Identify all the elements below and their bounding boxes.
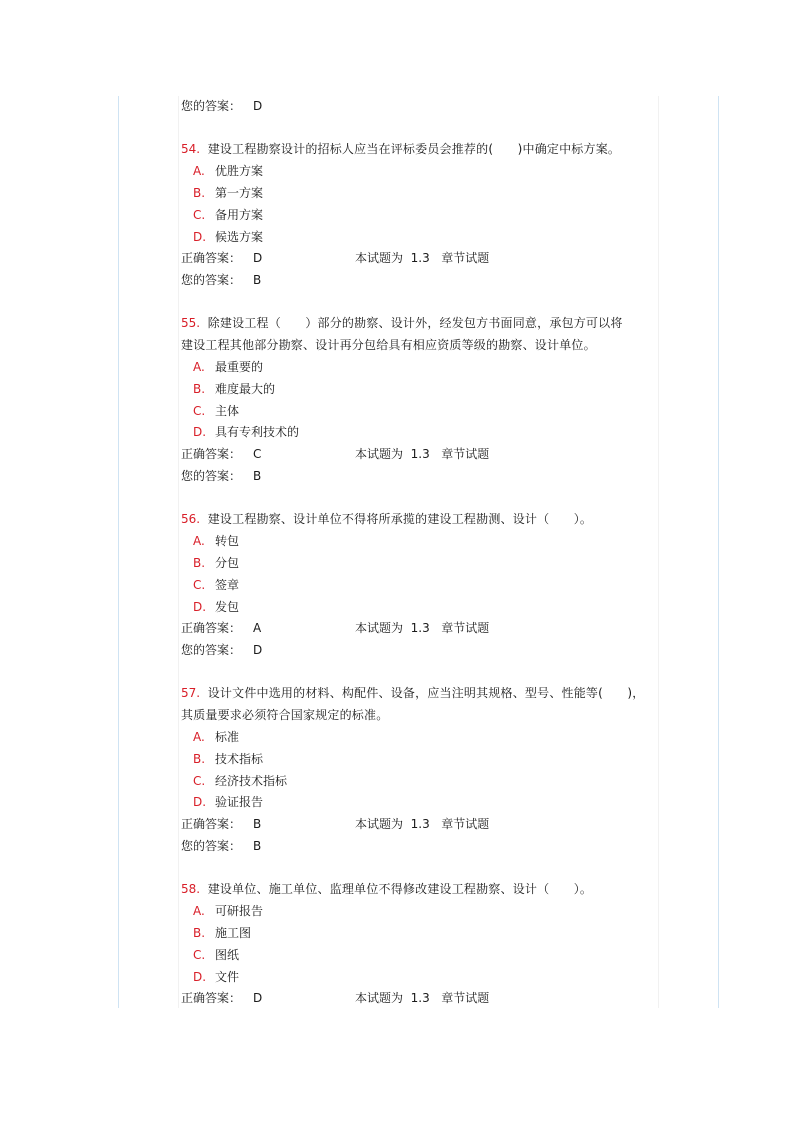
answer-option — [193, 422, 299, 442]
question-text-line — [181, 139, 620, 159]
your-answer-label: 您的答案： — [181, 839, 242, 853]
option-letter: D. — [193, 969, 207, 984]
question-number: 56. — [181, 512, 201, 527]
answer-option — [193, 401, 239, 421]
option-letter: B. — [193, 555, 206, 570]
question-text-line — [181, 313, 623, 333]
option-text: 优胜方案 — [215, 164, 264, 179]
chapter-prefix: 本试题为 — [355, 621, 404, 636]
answer-option — [193, 379, 275, 399]
question-number: 58. — [181, 882, 201, 897]
option-letter: A. — [193, 164, 205, 179]
answer-option — [193, 749, 263, 769]
previous-your-answer-row — [181, 96, 262, 116]
correct-answer-row — [181, 988, 489, 1008]
your-answer-value: B — [253, 273, 262, 288]
correct-answer-label: 正确答案： — [181, 621, 242, 636]
question-number: 54. — [181, 142, 201, 157]
option-letter: B. — [193, 751, 206, 766]
option-text: 备用方案 — [215, 207, 264, 222]
option-letter: B. — [193, 925, 206, 940]
chapter-number: 1.3 — [410, 991, 430, 1006]
chapter-number: 1.3 — [410, 621, 430, 636]
correct-answer-label: 正确答案： — [181, 991, 242, 1006]
option-letter: D. — [193, 425, 207, 440]
question-text-line — [181, 683, 645, 703]
option-text: 可研报告 — [215, 904, 264, 919]
answer-option — [193, 727, 239, 747]
chapter-prefix: 本试题为 — [355, 817, 404, 832]
answer-option — [193, 161, 263, 181]
option-letter: A. — [193, 904, 205, 919]
chapter-suffix: 章节试题 — [441, 991, 490, 1006]
option-letter: A. — [193, 730, 205, 744]
correct-answer-value: C — [253, 447, 262, 462]
option-text: 主体 — [215, 403, 240, 418]
correct-answer-row — [181, 618, 489, 638]
answer-option — [193, 227, 263, 247]
option-letter: D. — [193, 599, 207, 614]
chapter-number: 1.3 — [410, 817, 430, 832]
chapter-number: 1.3 — [410, 447, 430, 462]
option-text: 最重要的 — [215, 360, 264, 374]
question-text: 建设工程勘察、设计单位不得将所承揽的建设工程勘测、设计（ ）。 — [207, 512, 593, 527]
correct-answer-value: D — [253, 991, 263, 1006]
option-text: 施工图 — [215, 925, 252, 940]
answer-option — [193, 923, 251, 943]
option-text: 验证报告 — [215, 795, 264, 810]
your-answer-value: D — [253, 99, 263, 113]
correct-answer-row — [181, 248, 489, 268]
option-letter: C. — [193, 207, 206, 222]
question-text: 建设单位、施工单位、监理单位不得修改建设工程勘察、设计（ ）。 — [207, 882, 593, 897]
answer-option — [193, 205, 263, 225]
question-number: 57. — [181, 686, 201, 701]
page-border-right — [718, 96, 719, 1008]
option-letter: D. — [193, 795, 207, 810]
answer-option — [193, 945, 239, 965]
correct-answer-label: 正确答案： — [181, 447, 242, 462]
your-answer-value: B — [253, 839, 262, 853]
answer-option — [193, 597, 239, 617]
chapter-prefix: 本试题为 — [355, 991, 404, 1006]
your-answer-row — [181, 270, 261, 290]
option-letter: B. — [193, 185, 206, 200]
option-text: 文件 — [215, 969, 240, 984]
option-letter: D. — [193, 229, 207, 244]
your-answer-label: 您的答案： — [181, 469, 242, 483]
correct-answer-value: D — [253, 251, 263, 266]
content-border-right — [658, 96, 659, 1008]
answer-option — [193, 553, 239, 573]
option-text: 经济技术指标 — [215, 773, 288, 788]
page-border-left — [118, 96, 119, 1008]
option-letter: A. — [193, 534, 205, 549]
your-answer-row — [181, 466, 261, 486]
question-text: 除建设工程（ ）部分的勘察、设计外，经发包方书面同意，承包方可以将 — [207, 316, 623, 331]
chapter-prefix: 本试题为 — [355, 447, 404, 462]
option-text: 签章 — [215, 577, 240, 592]
content-border-left — [178, 96, 179, 1008]
your-answer-label: 您的答案： — [181, 643, 242, 658]
question-text-line — [181, 509, 592, 529]
option-text: 图纸 — [215, 947, 240, 962]
answer-option — [193, 967, 239, 987]
question-text: 其质量要求必须符合国家规定的标准。 — [181, 708, 389, 723]
answer-option — [193, 575, 239, 595]
correct-answer-row — [181, 814, 489, 834]
option-text: 候选方案 — [215, 229, 264, 244]
option-text: 具有专利技术的 — [215, 425, 300, 440]
chapter-suffix: 章节试题 — [441, 817, 490, 832]
answer-option — [193, 771, 287, 791]
question-text-line — [181, 705, 388, 725]
option-letter: C. — [193, 577, 206, 592]
chapter-suffix: 章节试题 — [441, 251, 490, 266]
answer-option — [193, 531, 239, 551]
question-number: 55. — [181, 316, 201, 331]
answer-option — [193, 183, 263, 203]
answer-option — [193, 901, 263, 921]
chapter-number: 1.3 — [410, 251, 430, 266]
your-answer-value: D — [253, 643, 263, 658]
correct-answer-label: 正确答案： — [181, 251, 242, 266]
chapter-suffix: 章节试题 — [441, 447, 490, 462]
answer-option — [193, 357, 263, 377]
chapter-prefix: 本试题为 — [355, 251, 404, 266]
question-text-line — [181, 879, 592, 899]
question-text: 建设工程其他部分勘察、设计再分包给具有相应资质等级的勘察、设计单位。 — [181, 338, 596, 353]
option-letter: C. — [193, 947, 206, 962]
option-text: 转包 — [215, 534, 240, 549]
your-answer-row — [181, 640, 262, 660]
correct-answer-value: A — [253, 621, 262, 636]
option-text: 难度最大的 — [215, 381, 276, 396]
your-answer-label: 您的答案： — [181, 99, 242, 113]
question-text-line — [181, 335, 596, 355]
answer-option — [193, 792, 263, 812]
option-text: 发包 — [215, 599, 240, 614]
correct-answer-row — [181, 444, 489, 464]
correct-answer-value: B — [253, 817, 262, 832]
option-letter: A. — [193, 360, 205, 374]
question-text: 建设工程勘察设计的招标人应当在评标委员会推荐的( )中确定中标方案。 — [207, 142, 621, 157]
option-letter: B. — [193, 381, 206, 396]
option-text: 第一方案 — [215, 185, 264, 200]
your-answer-label: 您的答案： — [181, 273, 242, 288]
question-text: 设计文件中选用的材料、构配件、设备，应当注明其规格、型号、性能等( )， — [207, 686, 645, 701]
option-letter: C. — [193, 403, 206, 418]
option-text: 技术指标 — [215, 751, 264, 766]
option-text: 标准 — [215, 730, 240, 744]
your-answer-value: B — [253, 469, 262, 483]
your-answer-row — [181, 836, 261, 856]
chapter-suffix: 章节试题 — [441, 621, 490, 636]
option-letter: C. — [193, 773, 206, 788]
option-text: 分包 — [215, 555, 240, 570]
correct-answer-label: 正确答案： — [181, 817, 242, 832]
